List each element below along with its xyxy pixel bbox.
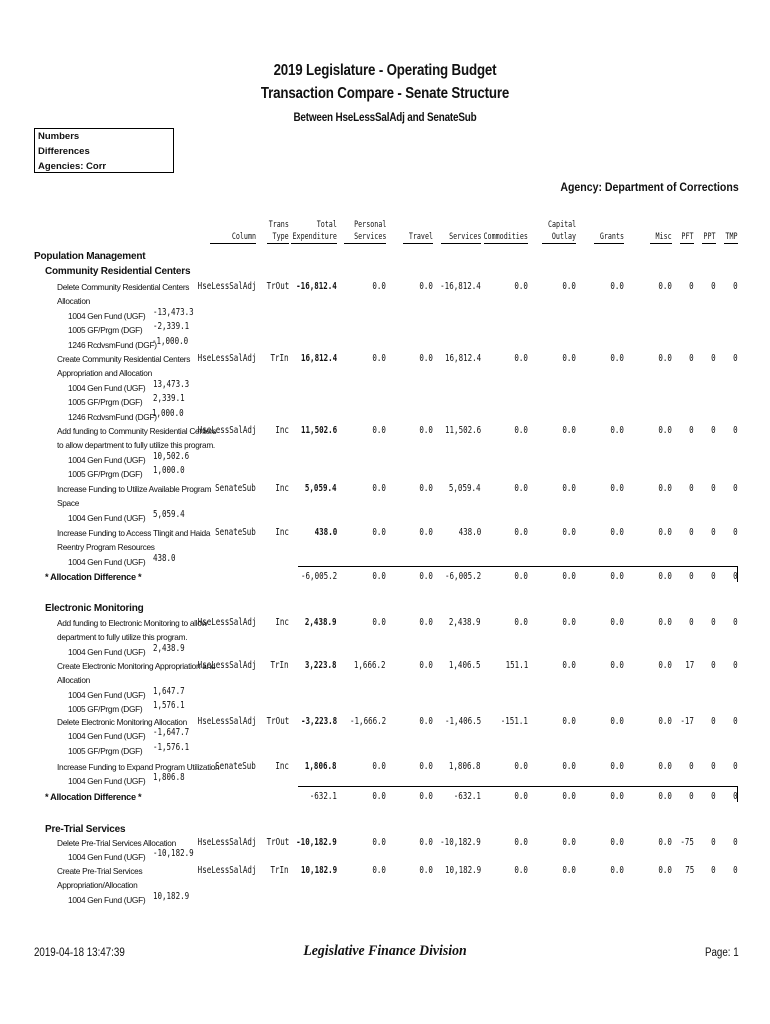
- fund-source: 1004 Gen Fund (UGF): [68, 512, 146, 523]
- header-underline-commodities: [484, 243, 528, 244]
- header-underline-personal: [344, 243, 386, 244]
- value-misc: 0.0: [658, 425, 672, 436]
- header-capital-line1: Capital: [547, 220, 576, 230]
- value-pft: 0: [689, 353, 694, 364]
- value-commodities: 151.1: [505, 660, 528, 671]
- allocation-difference-label: * Allocation Difference *: [45, 572, 142, 582]
- value-grants: 0.0: [610, 617, 624, 628]
- fund-amount: 1,000.0: [152, 407, 184, 419]
- value-pft: 0: [689, 617, 694, 628]
- value-tmp: 0: [733, 660, 738, 671]
- transaction-description: to allow department to fully utilize this program.: [57, 440, 215, 451]
- transaction-type: TrOut: [266, 716, 289, 727]
- header-underline-capital: [542, 243, 576, 244]
- value-capital: 0.0: [562, 761, 576, 772]
- fund-amount: -1,647.7: [153, 727, 190, 739]
- value-capital: 0.0: [562, 837, 576, 848]
- value-personal: 0.0: [372, 353, 386, 364]
- value-capital: 0.0: [562, 865, 576, 876]
- header-underline-ppt: [702, 243, 716, 244]
- fund-amount: 5,059.4: [153, 508, 185, 520]
- value-commodities: 0.0: [514, 865, 528, 876]
- fund-amount: -1,000.0: [152, 335, 189, 347]
- transaction-column: SenateSub: [215, 527, 256, 538]
- value-pft: 0: [689, 425, 694, 436]
- value-services: 10,182.9: [444, 865, 481, 876]
- value-services: -1,406.5: [444, 716, 481, 727]
- difference-personal: 0.0: [372, 791, 386, 802]
- value-personal: 0.0: [372, 483, 386, 494]
- value-tmp: 0: [733, 281, 738, 292]
- value-travel: 0.0: [419, 353, 433, 364]
- difference-tmp: 0: [733, 791, 738, 802]
- fund-source: 1004 Gen Fund (UGF): [68, 556, 146, 567]
- value-misc: 0.0: [658, 716, 672, 727]
- value-misc: 0.0: [658, 617, 672, 628]
- value-grants: 0.0: [610, 716, 624, 727]
- transaction-description: Reentry Program Resources: [57, 542, 155, 553]
- fund-source: 1004 Gen Fund (UGF): [68, 894, 146, 905]
- value-total: 438.0: [314, 527, 337, 538]
- filter-differences: Differences: [38, 146, 90, 157]
- fund-amount: 2,438.9: [153, 642, 185, 654]
- value-total: 16,812.4: [300, 353, 337, 364]
- fund-amount: 10,182.9: [153, 890, 190, 902]
- transaction-description: Delete Pre-Trial Services Allocation: [57, 838, 176, 848]
- value-pft: 0: [689, 483, 694, 494]
- value-capital: 0.0: [562, 617, 576, 628]
- agency-label: Agency: Department of Corrections: [560, 180, 739, 194]
- value-travel: 0.0: [419, 425, 433, 436]
- difference-commodities: 0.0: [514, 791, 528, 802]
- value-grants: 0.0: [610, 527, 624, 538]
- filter-numbers: Numbers: [38, 131, 80, 142]
- difference-commodities: 0.0: [514, 571, 528, 582]
- transaction-column: HseLessSalAdj: [197, 660, 256, 671]
- value-grants: 0.0: [610, 837, 624, 848]
- value-tmp: 0: [733, 527, 738, 538]
- transaction-type: Inc: [275, 425, 289, 436]
- value-personal: 1,666.2: [354, 660, 386, 671]
- value-services: 1,406.5: [449, 660, 481, 671]
- value-tmp: 0: [733, 617, 738, 628]
- fund-source: 1246 RcdvsmFund (DGF): [68, 339, 157, 350]
- value-services: 11,502.6: [444, 425, 481, 436]
- fund-source: 1005 GF/Prgm (DGF): [68, 469, 143, 480]
- transaction-description: Increase Funding to Access Tlingit and Haida: [57, 528, 211, 538]
- transaction-column: HseLessSalAdj: [197, 353, 256, 364]
- transaction-description: Create Community Residential Centers: [57, 354, 191, 364]
- fund-source: 1005 GF/Prgm (DGF): [68, 704, 143, 715]
- fund-source: 1004 Gen Fund (UGF): [68, 646, 146, 657]
- difference-capital: 0.0: [562, 571, 576, 582]
- header-underline-tmp: [724, 243, 738, 244]
- header-total-line1: Total: [316, 220, 337, 230]
- difference-ppt: 0: [711, 791, 716, 802]
- value-travel: 0.0: [419, 837, 433, 848]
- header-tmp-line1: TMP: [725, 232, 738, 242]
- fund-amount: -2,339.1: [153, 321, 190, 333]
- value-personal: 0.0: [372, 837, 386, 848]
- transaction-column: HseLessSalAdj: [197, 865, 256, 876]
- transaction-column: HseLessSalAdj: [197, 716, 256, 727]
- value-services: 5,059.4: [449, 483, 481, 494]
- value-total: 11,502.6: [300, 425, 337, 436]
- value-personal: 0.0: [372, 425, 386, 436]
- transaction-column: SenateSub: [215, 483, 256, 494]
- fund-amount: -1,576.1: [153, 741, 190, 753]
- value-ppt: 0: [711, 761, 716, 772]
- fund-source: 1246 RcdvsmFund (DGF): [68, 411, 157, 422]
- fund-amount: -13,473.3: [153, 306, 194, 318]
- transaction-column: HseLessSalAdj: [197, 425, 256, 436]
- value-tmp: 0: [733, 483, 738, 494]
- value-pft: 0: [689, 281, 694, 292]
- allocation-pre-trial-services: Pre-Trial Services: [45, 824, 126, 835]
- page-number: Page: 1: [705, 947, 739, 959]
- value-travel: 0.0: [419, 617, 433, 628]
- value-misc: 0.0: [658, 281, 672, 292]
- difference-tmp: 0: [733, 571, 738, 582]
- value-ppt: 0: [711, 660, 716, 671]
- difference-ppt: 0: [711, 571, 716, 582]
- header-underline-trans: [267, 243, 289, 244]
- value-commodities: 0.0: [514, 353, 528, 364]
- value-commodities: 0.0: [514, 281, 528, 292]
- difference-capital: 0.0: [562, 791, 576, 802]
- value-pft: 0: [689, 527, 694, 538]
- value-travel: 0.0: [419, 716, 433, 727]
- transaction-description: Appropriation and Allocation: [57, 368, 152, 379]
- value-misc: 0.0: [658, 660, 672, 671]
- value-commodities: 0.0: [514, 617, 528, 628]
- value-capital: 0.0: [562, 660, 576, 671]
- difference-misc: 0.0: [658, 571, 672, 582]
- value-travel: 0.0: [419, 527, 433, 538]
- header-underline-travel: [403, 243, 433, 244]
- header-column-line1: Column: [231, 232, 256, 242]
- transaction-description: Create Electronic Monitoring Appropriation and: [57, 661, 216, 671]
- header-underline-column: [210, 243, 256, 244]
- value-travel: 0.0: [419, 660, 433, 671]
- difference-misc: 0.0: [658, 791, 672, 802]
- fund-amount: 1,576.1: [153, 700, 185, 712]
- comparison-label: Between HseLessSalAdj and SenateSub: [293, 112, 477, 124]
- header-misc-line1: Misc: [655, 232, 672, 242]
- value-tmp: 0: [733, 761, 738, 772]
- difference-personal: 0.0: [372, 571, 386, 582]
- allocation-difference-label: * Allocation Difference *: [45, 792, 142, 802]
- transaction-description: Delete Electronic Monitoring Allocation: [57, 717, 187, 727]
- value-total: 10,182.9: [300, 865, 337, 876]
- header-services-line1: Services: [448, 232, 481, 242]
- value-tmp: 0: [733, 425, 738, 436]
- fund-amount: 2,339.1: [153, 393, 185, 405]
- header-pft-line1: PFT: [681, 232, 694, 242]
- value-commodities: -151.1: [500, 716, 528, 727]
- value-tmp: 0: [733, 353, 738, 364]
- value-ppt: 0: [711, 837, 716, 848]
- header-commodities-line1: Commodities: [483, 232, 528, 242]
- value-commodities: 0.0: [514, 483, 528, 494]
- value-ppt: 0: [711, 483, 716, 494]
- difference-pft: 0: [689, 571, 694, 582]
- value-services: 2,438.9: [449, 617, 481, 628]
- value-pft: 75: [684, 865, 694, 876]
- fund-amount: 1,806.8: [153, 772, 185, 784]
- allocation-community-residential-centers: Community Residential Centers: [45, 266, 191, 277]
- value-grants: 0.0: [610, 425, 624, 436]
- allocation-electronic-monitoring: Electronic Monitoring: [45, 603, 144, 614]
- value-pft: 0: [689, 761, 694, 772]
- value-commodities: 0.0: [514, 761, 528, 772]
- value-misc: 0.0: [658, 483, 672, 494]
- value-services: 16,812.4: [444, 353, 481, 364]
- header-travel-line1: Travel: [408, 232, 433, 242]
- transaction-type: Inc: [275, 617, 289, 628]
- transaction-column: HseLessSalAdj: [197, 281, 256, 292]
- transaction-type: TrIn: [270, 660, 289, 671]
- value-commodities: 0.0: [514, 527, 528, 538]
- fund-amount: 10,502.6: [153, 450, 190, 462]
- value-personal: 0.0: [372, 617, 386, 628]
- fund-source: 1004 Gen Fund (UGF): [68, 731, 146, 742]
- value-ppt: 0: [711, 865, 716, 876]
- transaction-description: Allocation: [57, 675, 90, 686]
- value-misc: 0.0: [658, 837, 672, 848]
- transaction-type: Inc: [275, 527, 289, 538]
- value-grants: 0.0: [610, 761, 624, 772]
- fund-source: 1004 Gen Fund (UGF): [68, 776, 146, 787]
- value-grants: 0.0: [610, 660, 624, 671]
- value-grants: 0.0: [610, 281, 624, 292]
- fund-amount: 13,473.3: [153, 378, 190, 390]
- value-tmp: 0: [733, 865, 738, 876]
- header-trans-line1: Trans: [268, 220, 289, 230]
- value-ppt: 0: [711, 716, 716, 727]
- value-capital: 0.0: [562, 353, 576, 364]
- transaction-description: Space: [57, 498, 80, 509]
- header-personal-line1: Personal: [353, 220, 386, 230]
- value-grants: 0.0: [610, 353, 624, 364]
- fund-source: 1004 Gen Fund (UGF): [68, 310, 146, 321]
- value-total: -3,223.8: [300, 716, 337, 727]
- section-population-management: Population Management: [34, 251, 146, 262]
- header-capital-line2: Outlay: [551, 232, 576, 242]
- value-services: 1,806.8: [449, 761, 481, 772]
- value-ppt: 0: [711, 617, 716, 628]
- value-misc: 0.0: [658, 865, 672, 876]
- value-total: 2,438.9: [305, 617, 337, 628]
- difference-travel: 0.0: [419, 571, 433, 582]
- value-tmp: 0: [733, 716, 738, 727]
- header-ppt-line1: PPT: [703, 232, 716, 242]
- report-title: 2019 Legislature - Operating Budget: [273, 62, 497, 79]
- header-grants-line1: Grants: [599, 232, 624, 242]
- difference-total: -6,005.2: [300, 571, 337, 582]
- value-commodities: 0.0: [514, 425, 528, 436]
- header-underline-pft: [680, 243, 694, 244]
- value-pft: -75: [680, 837, 694, 848]
- value-ppt: 0: [711, 353, 716, 364]
- transaction-description: department to fully utilize this program.: [57, 632, 188, 643]
- value-ppt: 0: [711, 281, 716, 292]
- filter-box: [34, 128, 174, 173]
- value-capital: 0.0: [562, 281, 576, 292]
- report-subtitle: Transaction Compare - Senate Structure: [260, 85, 510, 102]
- value-travel: 0.0: [419, 281, 433, 292]
- header-trans-line2: Type: [272, 232, 289, 242]
- difference-total: -632.1: [309, 791, 337, 802]
- header-total-line2: Expenditure: [292, 232, 337, 242]
- value-personal: 0.0: [372, 865, 386, 876]
- transaction-type: Inc: [275, 483, 289, 494]
- transaction-type: TrIn: [270, 353, 289, 364]
- value-pft: 17: [684, 660, 694, 671]
- value-personal: 0.0: [372, 281, 386, 292]
- value-travel: 0.0: [419, 761, 433, 772]
- fund-amount: 438.0: [153, 552, 176, 564]
- value-misc: 0.0: [658, 353, 672, 364]
- transaction-description: Increase Funding to Expand Program Utilization: [57, 762, 220, 772]
- fund-amount: 1,647.7: [153, 685, 185, 697]
- value-capital: 0.0: [562, 527, 576, 538]
- header-underline-total: [291, 243, 337, 244]
- fund-source: 1004 Gen Fund (UGF): [68, 689, 146, 700]
- transaction-column: HseLessSalAdj: [197, 837, 256, 848]
- value-misc: 0.0: [658, 761, 672, 772]
- value-total: -10,182.9: [296, 837, 337, 848]
- difference-grants: 0.0: [610, 571, 624, 582]
- filter-agencies: Agencies: Corr: [38, 161, 107, 172]
- fund-source: 1005 GF/Prgm (DGF): [68, 745, 143, 756]
- transaction-description: Add funding to Community Residential Centers: [57, 426, 217, 436]
- value-pft: -17: [680, 716, 694, 727]
- fund-source: 1004 Gen Fund (UGF): [68, 382, 146, 393]
- transaction-column: SenateSub: [215, 761, 256, 772]
- value-commodities: 0.0: [514, 837, 528, 848]
- value-grants: 0.0: [610, 483, 624, 494]
- difference-grants: 0.0: [610, 791, 624, 802]
- transaction-description: Add funding to Electronic Monitoring to allow: [57, 618, 208, 628]
- fund-source: 1005 GF/Prgm (DGF): [68, 397, 143, 408]
- value-services: 438.0: [458, 527, 481, 538]
- fund-source: 1004 Gen Fund (UGF): [68, 454, 146, 465]
- value-services: -10,182.9: [440, 837, 481, 848]
- transaction-description: Appropriation/Allocation: [57, 880, 138, 891]
- value-travel: 0.0: [419, 483, 433, 494]
- value-capital: 0.0: [562, 483, 576, 494]
- transaction-description: Create Pre-Trial Services: [57, 866, 143, 876]
- value-total: 1,806.8: [305, 761, 337, 772]
- header-personal-line2: Services: [353, 232, 386, 242]
- transaction-type: TrIn: [270, 865, 289, 876]
- difference-travel: 0.0: [419, 791, 433, 802]
- value-ppt: 0: [711, 527, 716, 538]
- value-grants: 0.0: [610, 865, 624, 876]
- fund-source: 1005 GF/Prgm (DGF): [68, 325, 143, 336]
- transaction-type: Inc: [275, 761, 289, 772]
- transaction-column: HseLessSalAdj: [197, 617, 256, 628]
- transaction-description: Allocation: [57, 296, 90, 307]
- value-total: 5,059.4: [305, 483, 337, 494]
- value-total: -16,812.4: [296, 281, 337, 292]
- value-total: 3,223.8: [305, 660, 337, 671]
- value-personal: 0.0: [372, 527, 386, 538]
- value-ppt: 0: [711, 425, 716, 436]
- header-underline-grants: [594, 243, 624, 244]
- value-capital: 0.0: [562, 716, 576, 727]
- difference-rule: [298, 786, 738, 787]
- difference-rule: [298, 566, 738, 567]
- value-services: -16,812.4: [440, 281, 481, 292]
- fund-amount: -10,182.9: [153, 848, 194, 860]
- header-underline-misc: [650, 243, 672, 244]
- fund-source: 1004 Gen Fund (UGF): [68, 852, 146, 863]
- difference-services: -632.1: [453, 791, 481, 802]
- value-travel: 0.0: [419, 865, 433, 876]
- fund-amount: 1,000.0: [153, 465, 185, 477]
- transaction-description: Increase Funding to Utilize Available Program: [57, 484, 212, 494]
- transaction-description: Delete Community Residential Centers: [57, 282, 190, 292]
- value-capital: 0.0: [562, 425, 576, 436]
- value-personal: -1,666.2: [349, 716, 386, 727]
- difference-services: -6,005.2: [444, 571, 481, 582]
- footer-division: Legislative Finance Division: [303, 943, 467, 959]
- footer-timestamp: 2019-04-18 13:47:39: [34, 947, 125, 959]
- value-misc: 0.0: [658, 527, 672, 538]
- transaction-type: TrOut: [266, 281, 289, 292]
- header-underline-services: [441, 243, 481, 244]
- value-tmp: 0: [733, 837, 738, 848]
- transaction-type: TrOut: [266, 837, 289, 848]
- value-personal: 0.0: [372, 761, 386, 772]
- difference-pft: 0: [689, 791, 694, 802]
